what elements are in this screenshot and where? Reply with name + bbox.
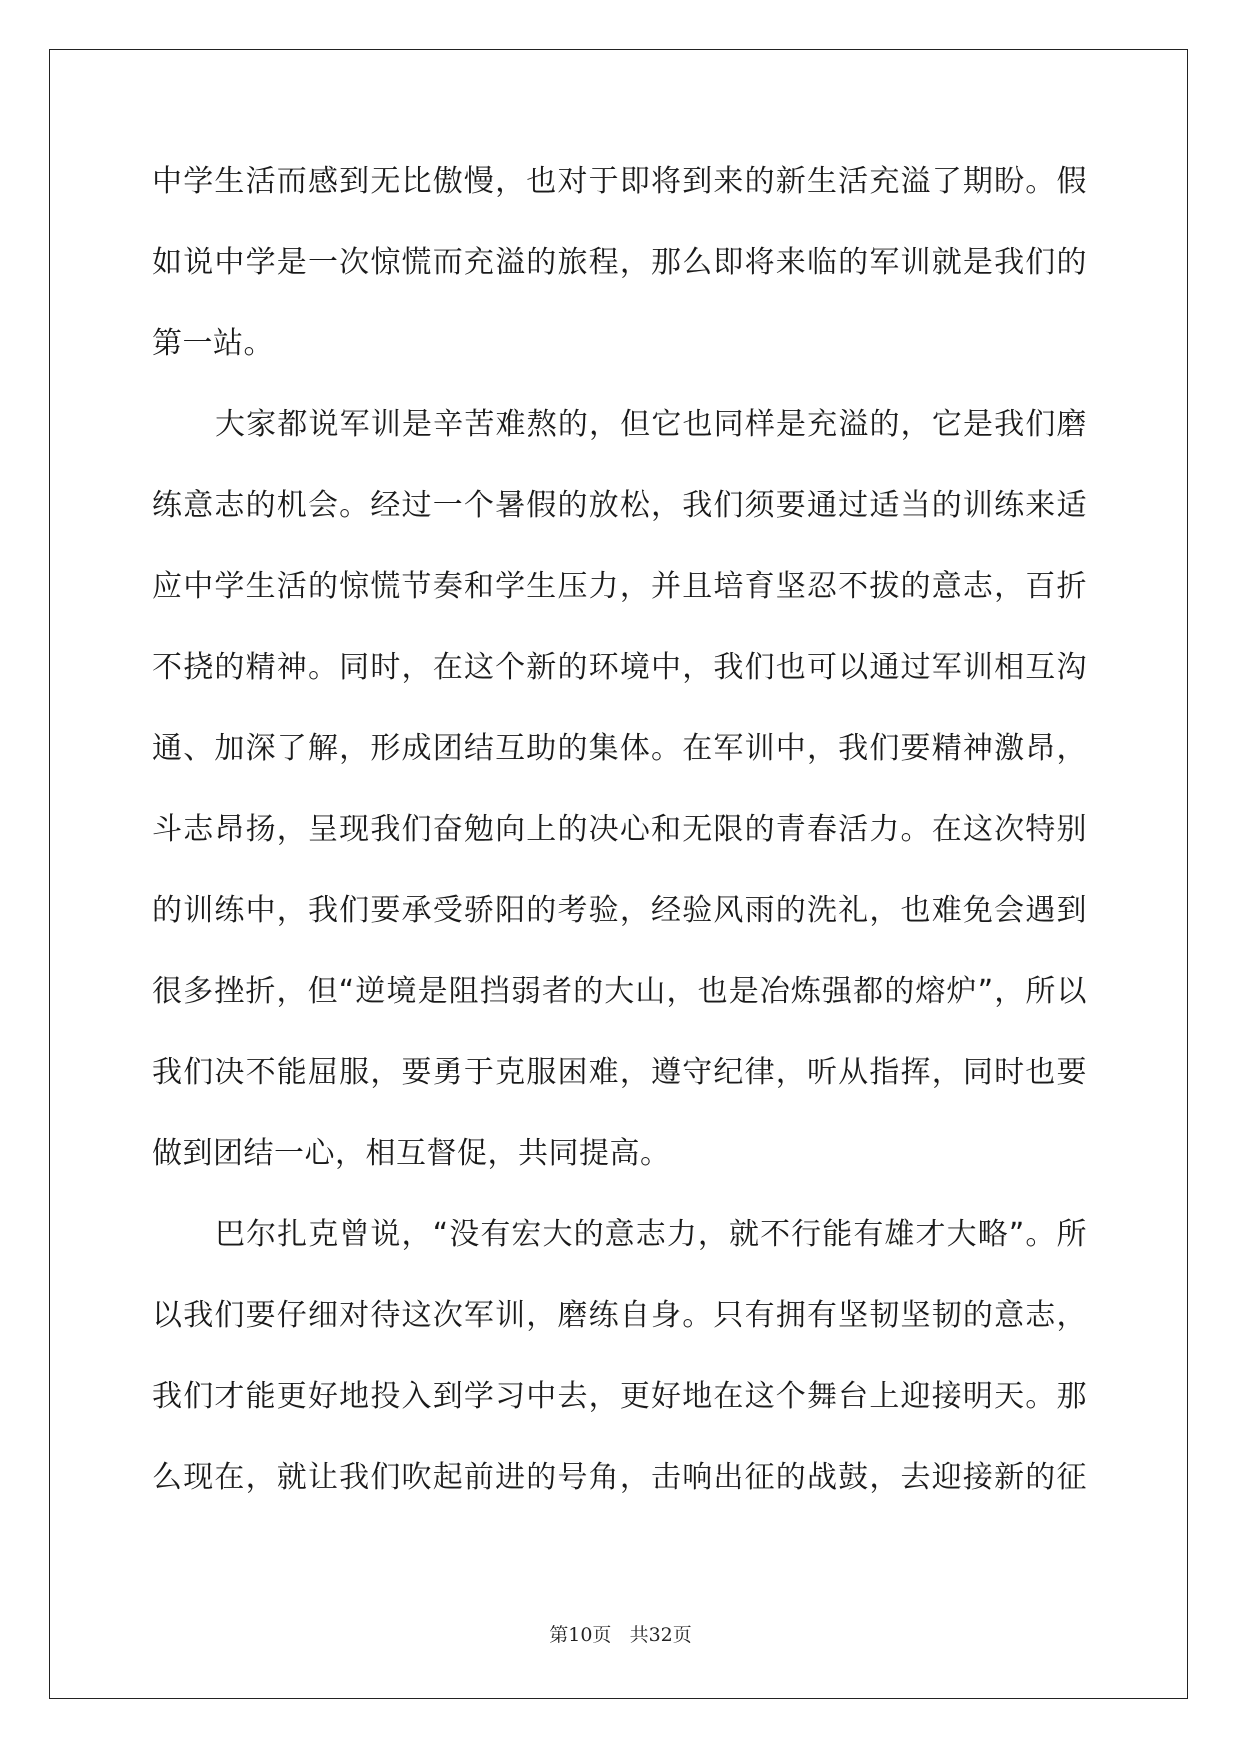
text-line: 很多挫折，但“逆境是阻挡弱者的大山，也是冶炼强都的熔炉”，所以 xyxy=(152,974,1087,1009)
text-line: 练意志的机会。经过一个暑假的放松，我们须要通过适当的训练来适 xyxy=(152,488,1087,523)
text-line: 么现在，就让我们吹起前进的号角，击响出征的战鼓，去迎接新的征 xyxy=(152,1460,1087,1495)
text-line: 以我们要仔细对待这次军训，磨练自身。只有拥有坚韧坚韧的意志， xyxy=(152,1298,1087,1333)
text-line: 应中学生活的惊慌节奏和学生压力，并且培育坚忍不拔的意志，百折 xyxy=(152,569,1087,604)
total-pages: 共32页 xyxy=(629,1624,692,1646)
text-line: 巴尔扎克曾说，“没有宏大的意志力，就不行能有雄才大略”。所 xyxy=(215,1217,1087,1252)
text-line: 我们决不能屈服，要勇于克服困难，遵守纪律，听从指挥，同时也要 xyxy=(152,1055,1087,1090)
text-line: 做到团结一心，相互督促，共同提高。 xyxy=(152,1136,671,1171)
text-line: 中学生活而感到无比傲慢，也对于即将到来的新生活充溢了期盼。假 xyxy=(152,164,1087,199)
text-line: 的训练中，我们要承受骄阳的考验，经验风雨的洗礼，也难免会遇到 xyxy=(152,893,1087,928)
text-line: 我们才能更好地投入到学习中去，更好地在这个舞台上迎接明天。那 xyxy=(152,1379,1087,1414)
text-line: 第一站。 xyxy=(152,326,274,361)
text-line: 不挠的精神。同时，在这个新的环境中，我们也可以通过军训相互沟 xyxy=(152,650,1087,685)
document-body xyxy=(152,163,1087,1540)
text-line: 大家都说军训是辛苦难熬的，但它也同样是充溢的，它是我们磨 xyxy=(215,407,1087,442)
page-footer xyxy=(0,1620,1241,1647)
text-line: 通、加深了解，形成团结互助的集体。在军训中，我们要精神激昂， xyxy=(152,731,1087,766)
page-number: 第10页 xyxy=(549,1624,612,1646)
text-line: 斗志昂扬，呈现我们奋勉向上的决心和无限的青春活力。在这次特别 xyxy=(152,812,1087,847)
text-line: 如说中学是一次惊慌而充溢的旅程，那么即将来临的军训就是我们的 xyxy=(152,245,1087,280)
